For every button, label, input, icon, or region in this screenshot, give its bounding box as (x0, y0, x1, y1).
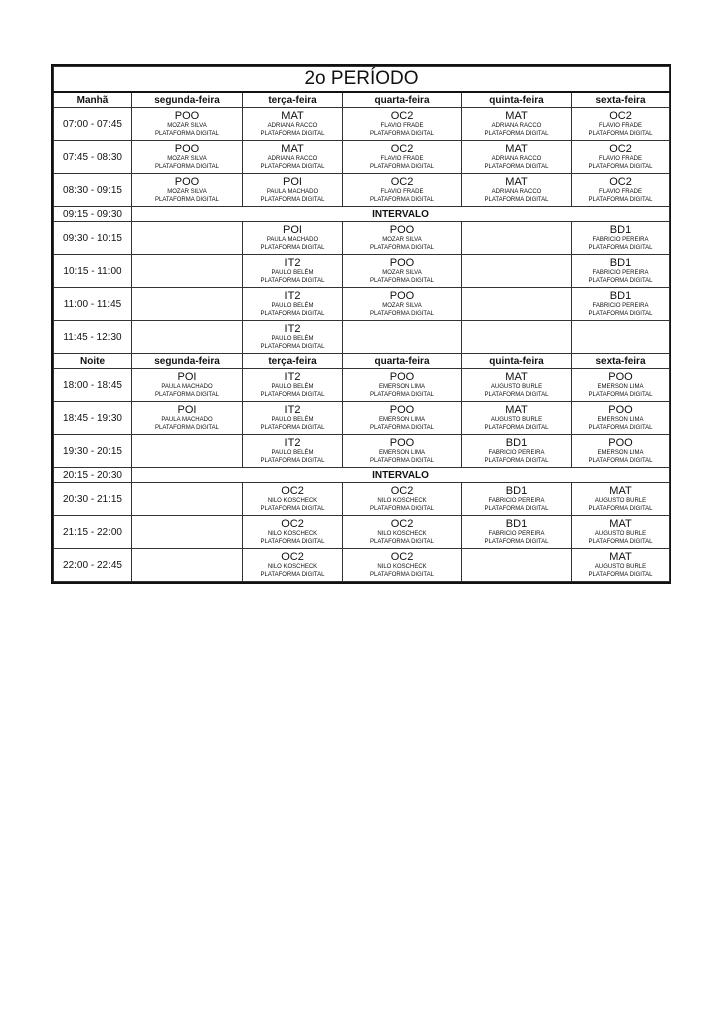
professor-name: FABRICIO PEREIRA (592, 302, 649, 309)
subject-code: BD1 (609, 289, 632, 302)
professor-name: ADRIANA RACCO (491, 155, 542, 162)
subject-code: POO (389, 289, 415, 302)
subject-code: OC2 (390, 109, 414, 122)
professor-name: EMERSON LIMA (597, 416, 644, 423)
class-row (54, 108, 670, 141)
professor-name: FABRICIO PEREIRA (488, 449, 545, 456)
class-row (54, 516, 670, 549)
subject-code: OC2 (609, 175, 632, 188)
platform-label: PLATAFORMA DIGITAL (484, 163, 549, 170)
class-row (54, 369, 670, 402)
professor-name: ADRIANA RACCO (491, 122, 542, 129)
class-cell (243, 435, 343, 468)
professor-name: PAULO BELÉM (271, 383, 314, 390)
subject-code: POO (389, 370, 415, 383)
professor-name: FLAVIO FRADE (380, 155, 424, 162)
class-cell (243, 483, 343, 516)
day-header: quarta-feira (343, 354, 462, 369)
subject-code: POO (174, 142, 200, 155)
class-cell (462, 108, 572, 141)
platform-label: PLATAFORMA DIGITAL (369, 196, 434, 203)
platform-label: PLATAFORMA DIGITAL (484, 538, 549, 545)
class-cell (572, 369, 670, 402)
time-slot: 07:00 - 07:45 (54, 108, 132, 141)
platform-label: PLATAFORMA DIGITAL (369, 571, 434, 578)
class-cell (572, 288, 670, 321)
class-row (54, 174, 670, 207)
platform-label: PLATAFORMA DIGITAL (369, 457, 434, 464)
empty-cell (462, 321, 572, 354)
subject-code: OC2 (281, 550, 304, 563)
time-slot: 09:30 - 10:15 (54, 222, 132, 255)
subject-code: MAT (281, 109, 304, 122)
break-label: INTERVALO (132, 468, 670, 483)
professor-name: MOZAR SILVA (167, 188, 207, 195)
time-slot: 09:15 - 09:30 (54, 207, 132, 222)
professor-name: FLAVIO FRADE (599, 188, 642, 195)
day-header: terça-feira (243, 92, 343, 108)
subject-code: BD1 (609, 256, 632, 269)
platform-label: PLATAFORMA DIGITAL (588, 538, 653, 545)
class-cell (462, 174, 572, 207)
class-row (54, 288, 670, 321)
professor-name: NILO KOSCHECK (377, 563, 427, 570)
subject-code: BD1 (505, 517, 528, 530)
subject-code: IT2 (284, 322, 301, 335)
subject-code: POO (389, 223, 415, 236)
platform-label: PLATAFORMA DIGITAL (369, 538, 434, 545)
professor-name: AUGUSTO BURLE (490, 383, 543, 390)
time-slot: 08:30 - 09:15 (54, 174, 132, 207)
subject-code: MAT (505, 175, 528, 188)
class-cell (462, 483, 572, 516)
class-row (54, 483, 670, 516)
platform-label: PLATAFORMA DIGITAL (260, 391, 325, 398)
class-row (54, 141, 670, 174)
class-row (54, 402, 670, 435)
class-row (54, 549, 670, 582)
empty-cell (462, 288, 572, 321)
class-cell (243, 222, 343, 255)
professor-name: MOZAR SILVA (382, 236, 422, 243)
empty-cell (132, 435, 243, 468)
professor-name: FABRICIO PEREIRA (592, 236, 649, 243)
schedule-table (53, 66, 670, 582)
subject-code: POO (389, 436, 415, 449)
subject-code: POO (389, 403, 415, 416)
section-header-row (54, 92, 670, 108)
class-cell (343, 402, 462, 435)
class-cell (572, 222, 670, 255)
professor-name: NILO KOSCHECK (377, 497, 427, 504)
platform-label: PLATAFORMA DIGITAL (260, 343, 325, 350)
platform-label: PLATAFORMA DIGITAL (260, 130, 325, 137)
day-header: quinta-feira (462, 354, 572, 369)
platform-label: PLATAFORMA DIGITAL (588, 244, 653, 251)
platform-label: PLATAFORMA DIGITAL (484, 457, 549, 464)
professor-name: MOZAR SILVA (167, 122, 207, 129)
professor-name: AUGUSTO BURLE (594, 530, 647, 537)
day-header: terça-feira (243, 354, 343, 369)
empty-cell (572, 321, 670, 354)
subject-code: MAT (609, 484, 632, 497)
platform-label: PLATAFORMA DIGITAL (154, 391, 219, 398)
page-title: 2o PERÍODO (54, 67, 670, 93)
subject-code: MAT (281, 142, 304, 155)
subject-code: POO (389, 256, 415, 269)
professor-name: AUGUSTO BURLE (594, 497, 647, 504)
subject-code: BD1 (609, 223, 632, 236)
day-header: sexta-feira (572, 92, 670, 108)
platform-label: PLATAFORMA DIGITAL (588, 424, 653, 431)
platform-label: PLATAFORMA DIGITAL (484, 196, 549, 203)
professor-name: FLAVIO FRADE (599, 155, 642, 162)
platform-label: PLATAFORMA DIGITAL (260, 505, 325, 512)
platform-label: PLATAFORMA DIGITAL (484, 505, 549, 512)
subject-code: POO (608, 370, 633, 383)
platform-label: PLATAFORMA DIGITAL (369, 244, 434, 251)
class-cell (343, 516, 462, 549)
platform-label: PLATAFORMA DIGITAL (369, 130, 434, 137)
class-cell (243, 516, 343, 549)
platform-label: PLATAFORMA DIGITAL (260, 244, 325, 251)
class-row (54, 321, 670, 354)
class-cell (572, 255, 670, 288)
time-slot: 11:00 - 11:45 (54, 288, 132, 321)
empty-cell (132, 516, 243, 549)
break-row (54, 207, 670, 222)
class-cell (243, 174, 343, 207)
break-row (54, 468, 670, 483)
platform-label: PLATAFORMA DIGITAL (588, 196, 653, 203)
professor-name: PAULO BELÉM (271, 449, 314, 456)
professor-name: PAULA MACHADO (266, 188, 319, 195)
platform-label: PLATAFORMA DIGITAL (588, 391, 653, 398)
class-cell (462, 516, 572, 549)
subject-code: OC2 (390, 142, 414, 155)
professor-name: PAULA MACHADO (161, 416, 213, 423)
subject-code: MAT (505, 142, 528, 155)
class-cell (572, 174, 670, 207)
subject-code: MAT (609, 550, 632, 563)
class-cell (243, 288, 343, 321)
subject-code: IT2 (284, 403, 301, 416)
subject-code: OC2 (609, 142, 632, 155)
subject-code: POI (283, 175, 302, 188)
subject-code: POO (174, 175, 200, 188)
class-cell (572, 108, 670, 141)
class-cell (343, 435, 462, 468)
day-header: quinta-feira (462, 92, 572, 108)
class-cell (343, 483, 462, 516)
professor-name: FABRICIO PEREIRA (592, 269, 649, 276)
class-cell (572, 402, 670, 435)
empty-cell (132, 288, 243, 321)
empty-cell (462, 549, 572, 582)
empty-cell (462, 222, 572, 255)
class-cell (132, 141, 243, 174)
platform-label: PLATAFORMA DIGITAL (588, 130, 653, 137)
platform-label: PLATAFORMA DIGITAL (588, 457, 653, 464)
time-slot: 22:00 - 22:45 (54, 549, 132, 582)
class-cell (243, 369, 343, 402)
class-cell (243, 255, 343, 288)
break-label: INTERVALO (132, 207, 670, 222)
class-cell (572, 141, 670, 174)
professor-name: EMERSON LIMA (378, 449, 425, 456)
platform-label: PLATAFORMA DIGITAL (588, 277, 653, 284)
subject-code: MAT (505, 109, 528, 122)
professor-name: PAULO BELÉM (271, 335, 314, 342)
class-cell (132, 108, 243, 141)
professor-name: PAULO BELÉM (271, 302, 314, 309)
class-cell (462, 141, 572, 174)
platform-label: PLATAFORMA DIGITAL (369, 424, 434, 431)
subject-code: OC2 (609, 109, 632, 122)
section-label: Manhã (54, 92, 132, 108)
professor-name: MOZAR SILVA (382, 302, 422, 309)
professor-name: PAULO BELÉM (271, 269, 314, 276)
empty-cell (132, 255, 243, 288)
platform-label: PLATAFORMA DIGITAL (369, 505, 434, 512)
subject-code: POO (608, 436, 633, 449)
professor-name: ADRIANA RACCO (267, 122, 318, 129)
class-cell (132, 369, 243, 402)
platform-label: PLATAFORMA DIGITAL (369, 163, 434, 170)
section-header-row (54, 354, 670, 369)
platform-label: PLATAFORMA DIGITAL (484, 424, 549, 431)
section-label: Noite (54, 354, 132, 369)
class-cell (343, 369, 462, 402)
subject-code: OC2 (281, 517, 304, 530)
professor-name: MOZAR SILVA (382, 269, 422, 276)
time-slot: 20:30 - 21:15 (54, 483, 132, 516)
day-header: segunda-feira (132, 92, 243, 108)
class-cell (132, 402, 243, 435)
subject-code: IT2 (284, 436, 301, 449)
platform-label: PLATAFORMA DIGITAL (369, 391, 434, 398)
empty-cell (132, 222, 243, 255)
class-cell (343, 141, 462, 174)
subject-code: OC2 (390, 550, 414, 563)
class-cell (572, 483, 670, 516)
class-row (54, 222, 670, 255)
day-header: sexta-feira (572, 354, 670, 369)
platform-label: PLATAFORMA DIGITAL (154, 130, 219, 137)
platform-label: PLATAFORMA DIGITAL (260, 310, 325, 317)
subject-code: MAT (505, 370, 528, 383)
platform-label: PLATAFORMA DIGITAL (154, 163, 219, 170)
platform-label: PLATAFORMA DIGITAL (260, 196, 325, 203)
subject-code: OC2 (390, 517, 414, 530)
platform-label: PLATAFORMA DIGITAL (588, 310, 653, 317)
platform-label: PLATAFORMA DIGITAL (369, 310, 434, 317)
class-cell (343, 222, 462, 255)
class-cell (243, 141, 343, 174)
professor-name: EMERSON LIMA (597, 383, 644, 390)
professor-name: NILO KOSCHECK (267, 563, 318, 570)
class-cell (243, 549, 343, 582)
subject-code: POI (283, 223, 302, 236)
platform-label: PLATAFORMA DIGITAL (260, 163, 325, 170)
class-cell (572, 516, 670, 549)
class-cell (462, 369, 572, 402)
empty-cell (132, 549, 243, 582)
subject-code: POO (608, 403, 633, 416)
professor-name: MOZAR SILVA (167, 155, 207, 162)
subject-code: IT2 (284, 256, 301, 269)
platform-label: PLATAFORMA DIGITAL (260, 424, 325, 431)
professor-name: ADRIANA RACCO (267, 155, 318, 162)
platform-label: PLATAFORMA DIGITAL (260, 571, 325, 578)
subject-code: OC2 (390, 175, 414, 188)
subject-code: MAT (609, 517, 632, 530)
class-cell (343, 108, 462, 141)
professor-name: FLAVIO FRADE (599, 122, 642, 129)
professor-name: NILO KOSCHECK (377, 530, 427, 537)
platform-label: PLATAFORMA DIGITAL (484, 130, 549, 137)
class-cell (243, 402, 343, 435)
platform-label: PLATAFORMA DIGITAL (484, 391, 549, 398)
professor-name: FABRICIO PEREIRA (488, 497, 545, 504)
subject-code: POI (177, 403, 197, 416)
class-cell (572, 435, 670, 468)
subject-code: BD1 (505, 436, 528, 449)
time-slot: 10:15 - 11:00 (54, 255, 132, 288)
professor-name: PAULA MACHADO (266, 236, 319, 243)
platform-label: PLATAFORMA DIGITAL (154, 196, 219, 203)
class-cell (343, 549, 462, 582)
empty-cell (132, 483, 243, 516)
time-slot: 19:30 - 20:15 (54, 435, 132, 468)
class-cell (343, 288, 462, 321)
platform-label: PLATAFORMA DIGITAL (260, 538, 325, 545)
professor-name: FABRICIO PEREIRA (488, 530, 545, 537)
subject-code: OC2 (281, 484, 304, 497)
class-cell (243, 108, 343, 141)
professor-name: NILO KOSCHECK (267, 497, 318, 504)
empty-cell (343, 321, 462, 354)
class-cell (132, 174, 243, 207)
class-row (54, 435, 670, 468)
professor-name: PAULO BELÉM (271, 416, 314, 423)
schedule-sheet (51, 64, 671, 584)
professor-name: PAULA MACHADO (161, 383, 213, 390)
subject-code: POI (177, 370, 197, 383)
professor-name: FLAVIO FRADE (380, 188, 424, 195)
professor-name: AUGUSTO BURLE (490, 416, 543, 423)
class-cell (243, 321, 343, 354)
professor-name: AUGUSTO BURLE (594, 563, 647, 570)
time-slot: 07:45 - 08:30 (54, 141, 132, 174)
empty-cell (462, 255, 572, 288)
subject-code: POO (174, 109, 200, 122)
professor-name: EMERSON LIMA (378, 416, 425, 423)
subject-code: OC2 (390, 484, 414, 497)
professor-name: EMERSON LIMA (378, 383, 425, 390)
platform-label: PLATAFORMA DIGITAL (154, 424, 219, 431)
time-slot: 18:45 - 19:30 (54, 402, 132, 435)
subject-code: IT2 (284, 370, 301, 383)
subject-code: IT2 (284, 289, 301, 302)
class-cell (343, 255, 462, 288)
subject-code: BD1 (505, 484, 528, 497)
class-cell (572, 549, 670, 582)
time-slot: 20:15 - 20:30 (54, 468, 132, 483)
platform-label: PLATAFORMA DIGITAL (260, 277, 325, 284)
class-cell (462, 402, 572, 435)
time-slot: 11:45 - 12:30 (54, 321, 132, 354)
time-slot: 18:00 - 18:45 (54, 369, 132, 402)
professor-name: NILO KOSCHECK (267, 530, 318, 537)
subject-code: MAT (505, 403, 528, 416)
professor-name: ADRIANA RACCO (491, 188, 542, 195)
platform-label: PLATAFORMA DIGITAL (588, 505, 653, 512)
day-header: segunda-feira (132, 354, 243, 369)
class-row (54, 255, 670, 288)
time-slot: 21:15 - 22:00 (54, 516, 132, 549)
professor-name: EMERSON LIMA (597, 449, 644, 456)
platform-label: PLATAFORMA DIGITAL (369, 277, 434, 284)
class-cell (343, 174, 462, 207)
empty-cell (132, 321, 243, 354)
platform-label: PLATAFORMA DIGITAL (260, 457, 325, 464)
class-cell (462, 435, 572, 468)
platform-label: PLATAFORMA DIGITAL (588, 571, 653, 578)
day-header: quarta-feira (343, 92, 462, 108)
professor-name: FLAVIO FRADE (380, 122, 424, 129)
platform-label: PLATAFORMA DIGITAL (588, 163, 653, 170)
